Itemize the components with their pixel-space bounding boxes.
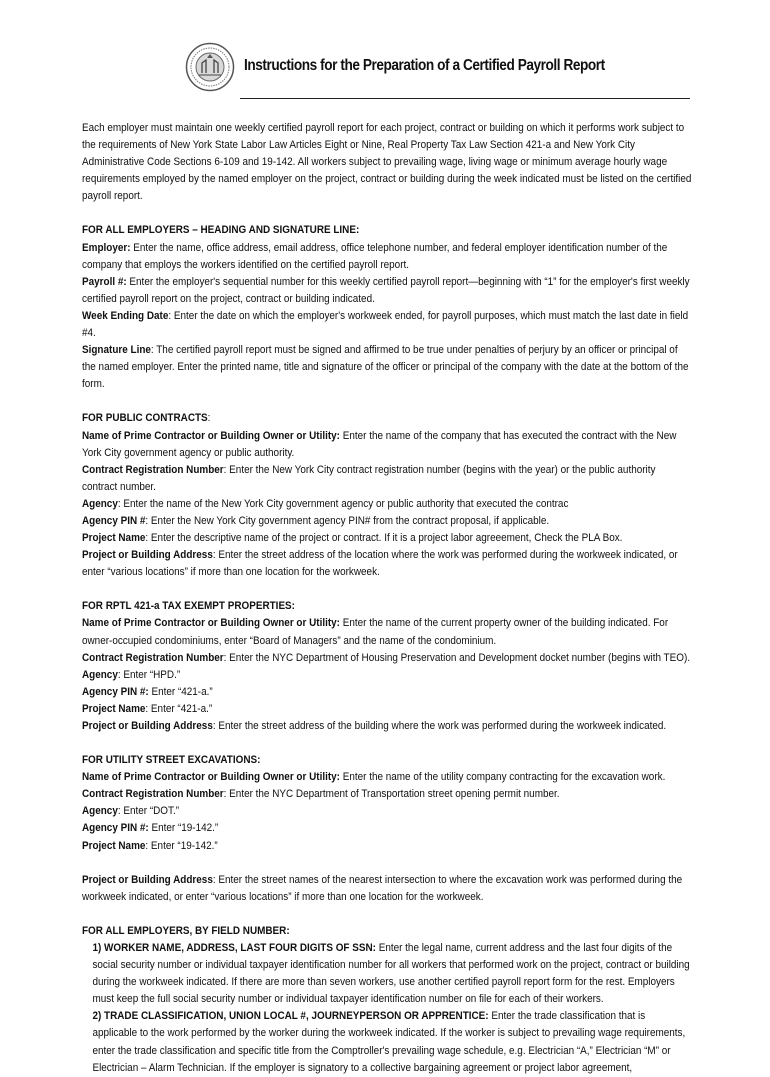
public-prime-entry: Name of Prime Contractor or Building Owner or Utility: Enter the name of the company that has executed the contract with the New York City government agency or public authority.	[82, 429, 677, 459]
field-item-1: 1) WORKER NAME, ADDRESS, LAST FOUR DIGITS OF SSN: Enter the legal name, current address and the last four digits of the social security number or individual taxpayer identification number for all workers that performed work on the project, contract or building during the workweek indicated. If there are more than seven workers, use another certified payroll report form for the rest. Employers must keep the full social security number or individual taxpayer identification number on file for each of their workers.	[92, 941, 690, 1006]
section-heading-utility: FOR UTILITY STREET EXCAVATIONS:	[82, 754, 261, 767]
section-heading-all-employers: FOR ALL EMPLOYERS – HEADING AND SIGNATURE LINE:	[82, 224, 360, 237]
rptl-prime-entry: Name of Prime Contractor or Building Owner or Utility: Enter the name of the current property owner of the building indicated. For owner-occupied condominiums, enter “Board of Managers” and the name of the condominium.	[82, 617, 669, 647]
signature-entry: Signature Line: The certified payroll report must be signed and affirmed to be true under penalties of perjury by an officer or principal of the named employer. Enter the printed name, title and signature of the officer or principal of the company with the date at the bottom of the form.	[82, 344, 689, 391]
document-body	[82, 120, 692, 1077]
field-item-2: 2) TRADE CLASSIFICATION, UNION LOCAL #, JOURNEYPERSON OR APPRENTICE: Enter the trade classification that is applicable to the work performed by the worker during the workweek indicated. If the worker is subject to prevailing wage requirements, enter the trade classification and specific title from the Comptroller's prevailing wage schedule, e.g. Electrician “A,” Electrician “M” or Electrician – Alarm Technician. If the employer is signatory to a collective bargaining agreement or project labor agreement,	[92, 1010, 686, 1074]
title-divider	[240, 98, 690, 99]
week-ending-entry: Week Ending Date: Enter the date on which the employer's workweek ended, for payroll purposes, which must match the last date in field #4.	[82, 309, 689, 340]
utility-prime-entry: Name of Prime Contractor or Building Owner or Utility: Enter the name of the utility company contracting for the excavation work.	[82, 771, 666, 784]
rptl-project-entry: Project Name: Enter “421-a.”	[82, 702, 213, 715]
public-agency-entry: Agency: Enter the name of the New York City government agency or public authority that executed the contrac	[82, 497, 569, 510]
utility-pin-entry: Agency PIN #: Enter “19-142.”	[82, 822, 219, 835]
utility-project-entry: Project Name: Enter “19-142.”	[82, 839, 218, 852]
utility-agency-entry: Agency: Enter “DOT.”	[82, 805, 180, 818]
public-address-entry: Project or Building Address: Enter the street address of the location where the work was performed during the workweek indicated, or enter “various locations” if more than one location for the workweek.	[82, 549, 678, 579]
employer-entry: Employer: Enter the name, office address, email address, office telephone number, and federal employer identification number of the company that employs the workers identified on the certified payroll report.	[82, 241, 668, 271]
section-heading-public-contracts: FOR PUBLIC CONTRACTS:	[82, 412, 211, 425]
section-heading-rptl: FOR RPTL 421-a TAX EXEMPT PROPERTIES:	[82, 600, 295, 613]
rptl-pin-entry: Agency PIN #: Enter “421-a.”	[82, 685, 213, 698]
nyc-seal-icon	[185, 42, 235, 92]
payroll-entry: Payroll #: Enter the employer's sequential number for this weekly certified payroll report—beginning with “1” for the employer's first weekly certified payroll report on the project, contract or building indicated.	[82, 275, 690, 305]
utility-crn-entry: Contract Registration Number: Enter the NYC Department of Transportation street opening permit number.	[82, 788, 560, 801]
rptl-agency-entry: Agency: Enter “HPD.”	[82, 668, 181, 681]
section-heading-field-number: FOR ALL EMPLOYERS, BY FIELD NUMBER:	[82, 924, 290, 937]
rptl-address-entry: Project or Building Address: Enter the street address of the building where the work was performed during the workweek indicated.	[82, 720, 667, 732]
rptl-crn-entry: Contract Registration Number: Enter the NYC Department of Housing Preservation and Development docket number (begins with TEO).	[82, 651, 691, 664]
public-pin-entry: Agency PIN #: Enter the New York City government agency PIN# from the contract proposal, if applicable.	[82, 514, 550, 527]
page-title: Instructions for the Preparation of a Certified Payroll Report	[244, 57, 605, 74]
utility-address-entry: Project or Building Address: Enter the street names of the nearest intersection to where the excavation work was performed during the workweek indicated, or enter “various locations” if more than one location for the workweek.	[82, 873, 683, 903]
public-crn-entry: Contract Registration Number: Enter the New York City contract registration number (begins with the year) or the public authority contract number.	[82, 463, 656, 493]
intro-paragraph: Each employer must maintain one weekly certified payroll report for each project, contract or building on which it performs work subject to the requirements of New York State Labor Law Articles Eight or Nine, Real Property Tax Law Section 421-a and New York City Administrative Code Sections 6-109 and 19-142. All workers subject to prevailing wage, living wage or minimum average hourly wage requirements employed by the named employer on the project, contract or building during the week indicated must be listed on the certified payroll report.	[82, 122, 692, 203]
public-project-entry: Project Name: Enter the descriptive name of the project or contract. If it is a project labor agreeement, Check the PLA Box.	[82, 532, 623, 545]
